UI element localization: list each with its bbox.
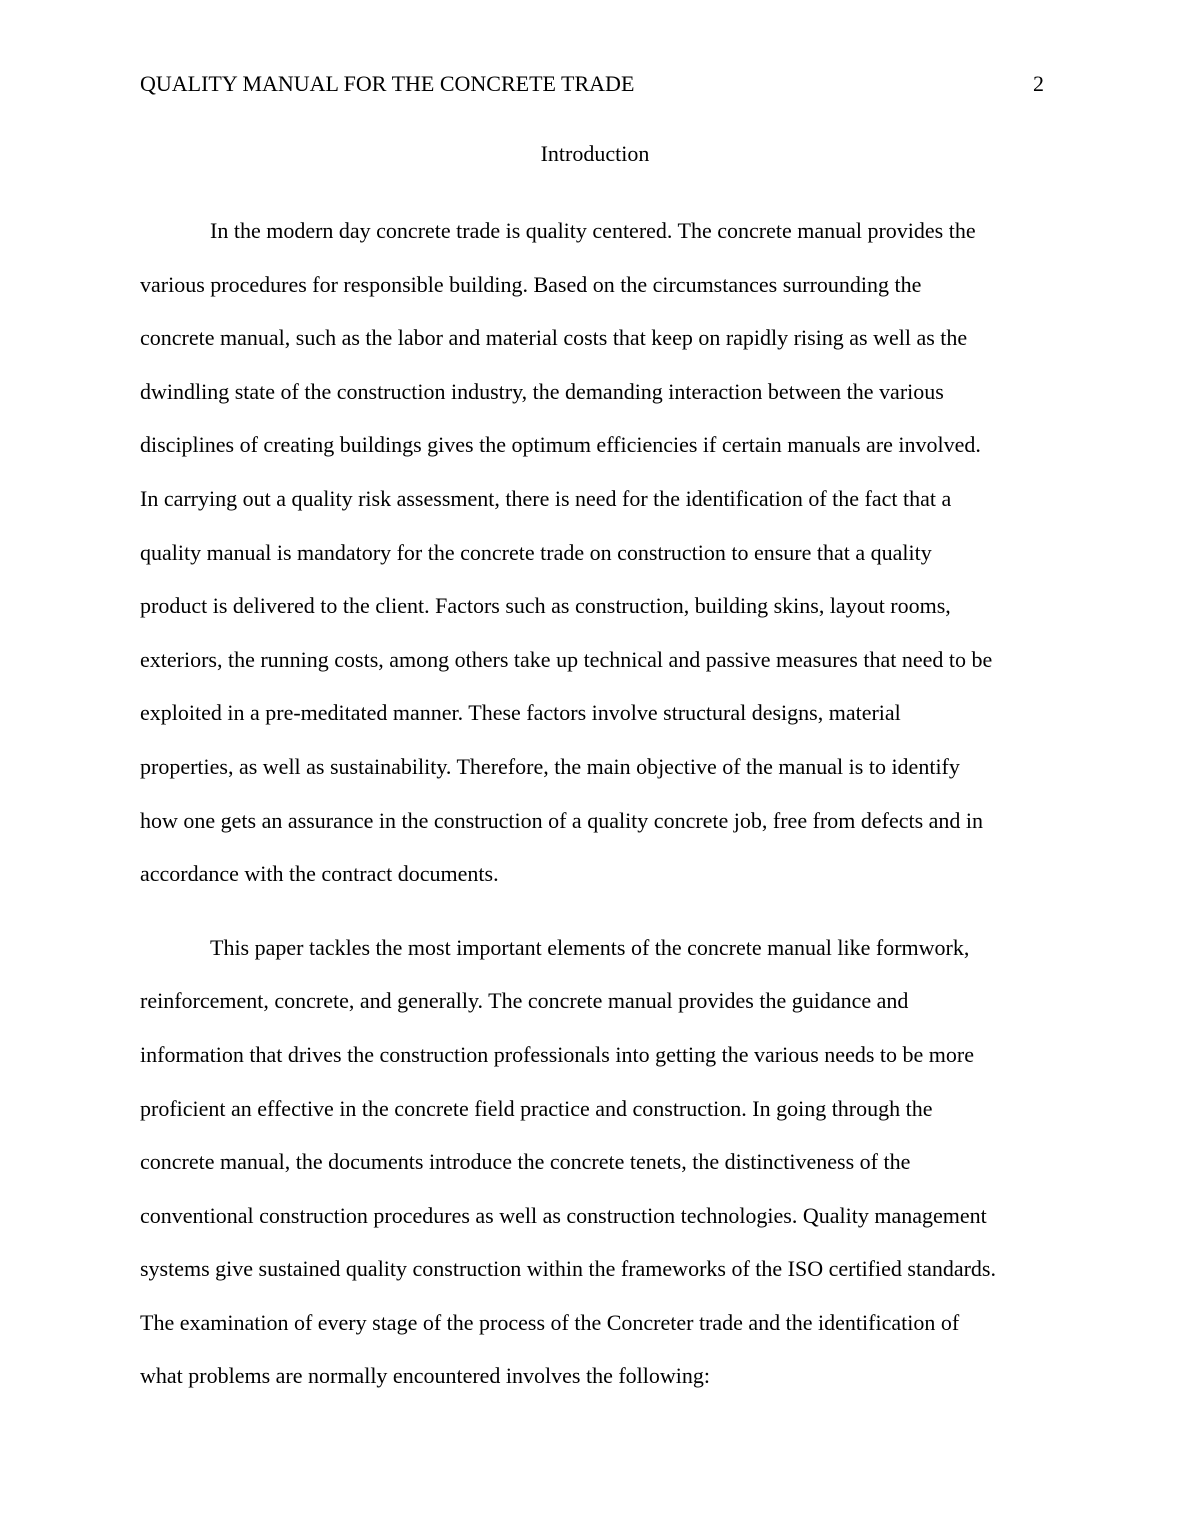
text-line: systems give sustained quality construction within the frameworks of the ISO certified standards. xyxy=(140,1256,996,1282)
document-body xyxy=(140,138,1050,1403)
paragraph-scope xyxy=(140,921,1050,1403)
text-line: information that drives the construction professionals into getting the various needs to be more xyxy=(140,1041,974,1067)
text-line: concrete manual, such as the labor and material costs that keep on rapidly rising as well as the xyxy=(140,325,968,351)
text-line: In carrying out a quality risk assessment, there is need for the identification of the fact that a xyxy=(140,485,952,511)
text-line: what problems are normally encountered involves the following: xyxy=(140,1363,711,1389)
running-header xyxy=(140,68,1046,100)
text-line: various procedures for responsible building. Based on the circumstances surrounding the xyxy=(140,271,922,297)
text-line: accordance with the contract documents. xyxy=(140,861,499,887)
text-line: This paper tackles the most important elements of the concrete manual like formwork, xyxy=(210,934,970,960)
text-line: product is delivered to the client. Factors such as construction, building skins, layout rooms, xyxy=(140,593,951,619)
text-line: The examination of every stage of the process of the Concreter trade and the identification of xyxy=(140,1309,960,1335)
text-line: exploited in a pre-meditated manner. These factors involve structural designs, material xyxy=(140,700,901,726)
header-title: QUALITY MANUAL FOR THE CONCRETE TRADE xyxy=(140,71,635,96)
text-line: conventional construction procedures as well as construction technologies. Quality management xyxy=(140,1202,987,1228)
text-line: exteriors, the running costs, among others take up technical and passive measures that need to be xyxy=(140,646,993,672)
paragraph-introduction xyxy=(140,204,1050,901)
text-line: quality manual is mandatory for the concrete trade on construction to ensure that a quality xyxy=(140,539,932,565)
text-line: properties, as well as sustainability. Therefore, the main objective of the manual is to identify xyxy=(140,753,960,779)
text-line: In the modern day concrete trade is quality centered. The concrete manual provides the xyxy=(210,218,976,243)
text-line: disciplines of creating buildings gives the optimum efficiencies if certain manuals are involved. xyxy=(140,432,981,458)
text-line: concrete manual, the documents introduce the concrete tenets, the distinctiveness of the xyxy=(140,1149,911,1175)
text-line: proficient an effective in the concrete field practice and construction. In going through the xyxy=(140,1095,933,1121)
text-line: reinforcement, concrete, and generally. The concrete manual provides the guidance and xyxy=(140,988,909,1014)
page-number: 2 xyxy=(1033,71,1044,96)
text-line: dwindling state of the construction industry, the demanding interaction between the various xyxy=(140,378,944,404)
section-heading: Introduction xyxy=(540,141,650,166)
text-line: how one gets an assurance in the construction of a quality concrete job, free from defects and in xyxy=(140,807,984,833)
